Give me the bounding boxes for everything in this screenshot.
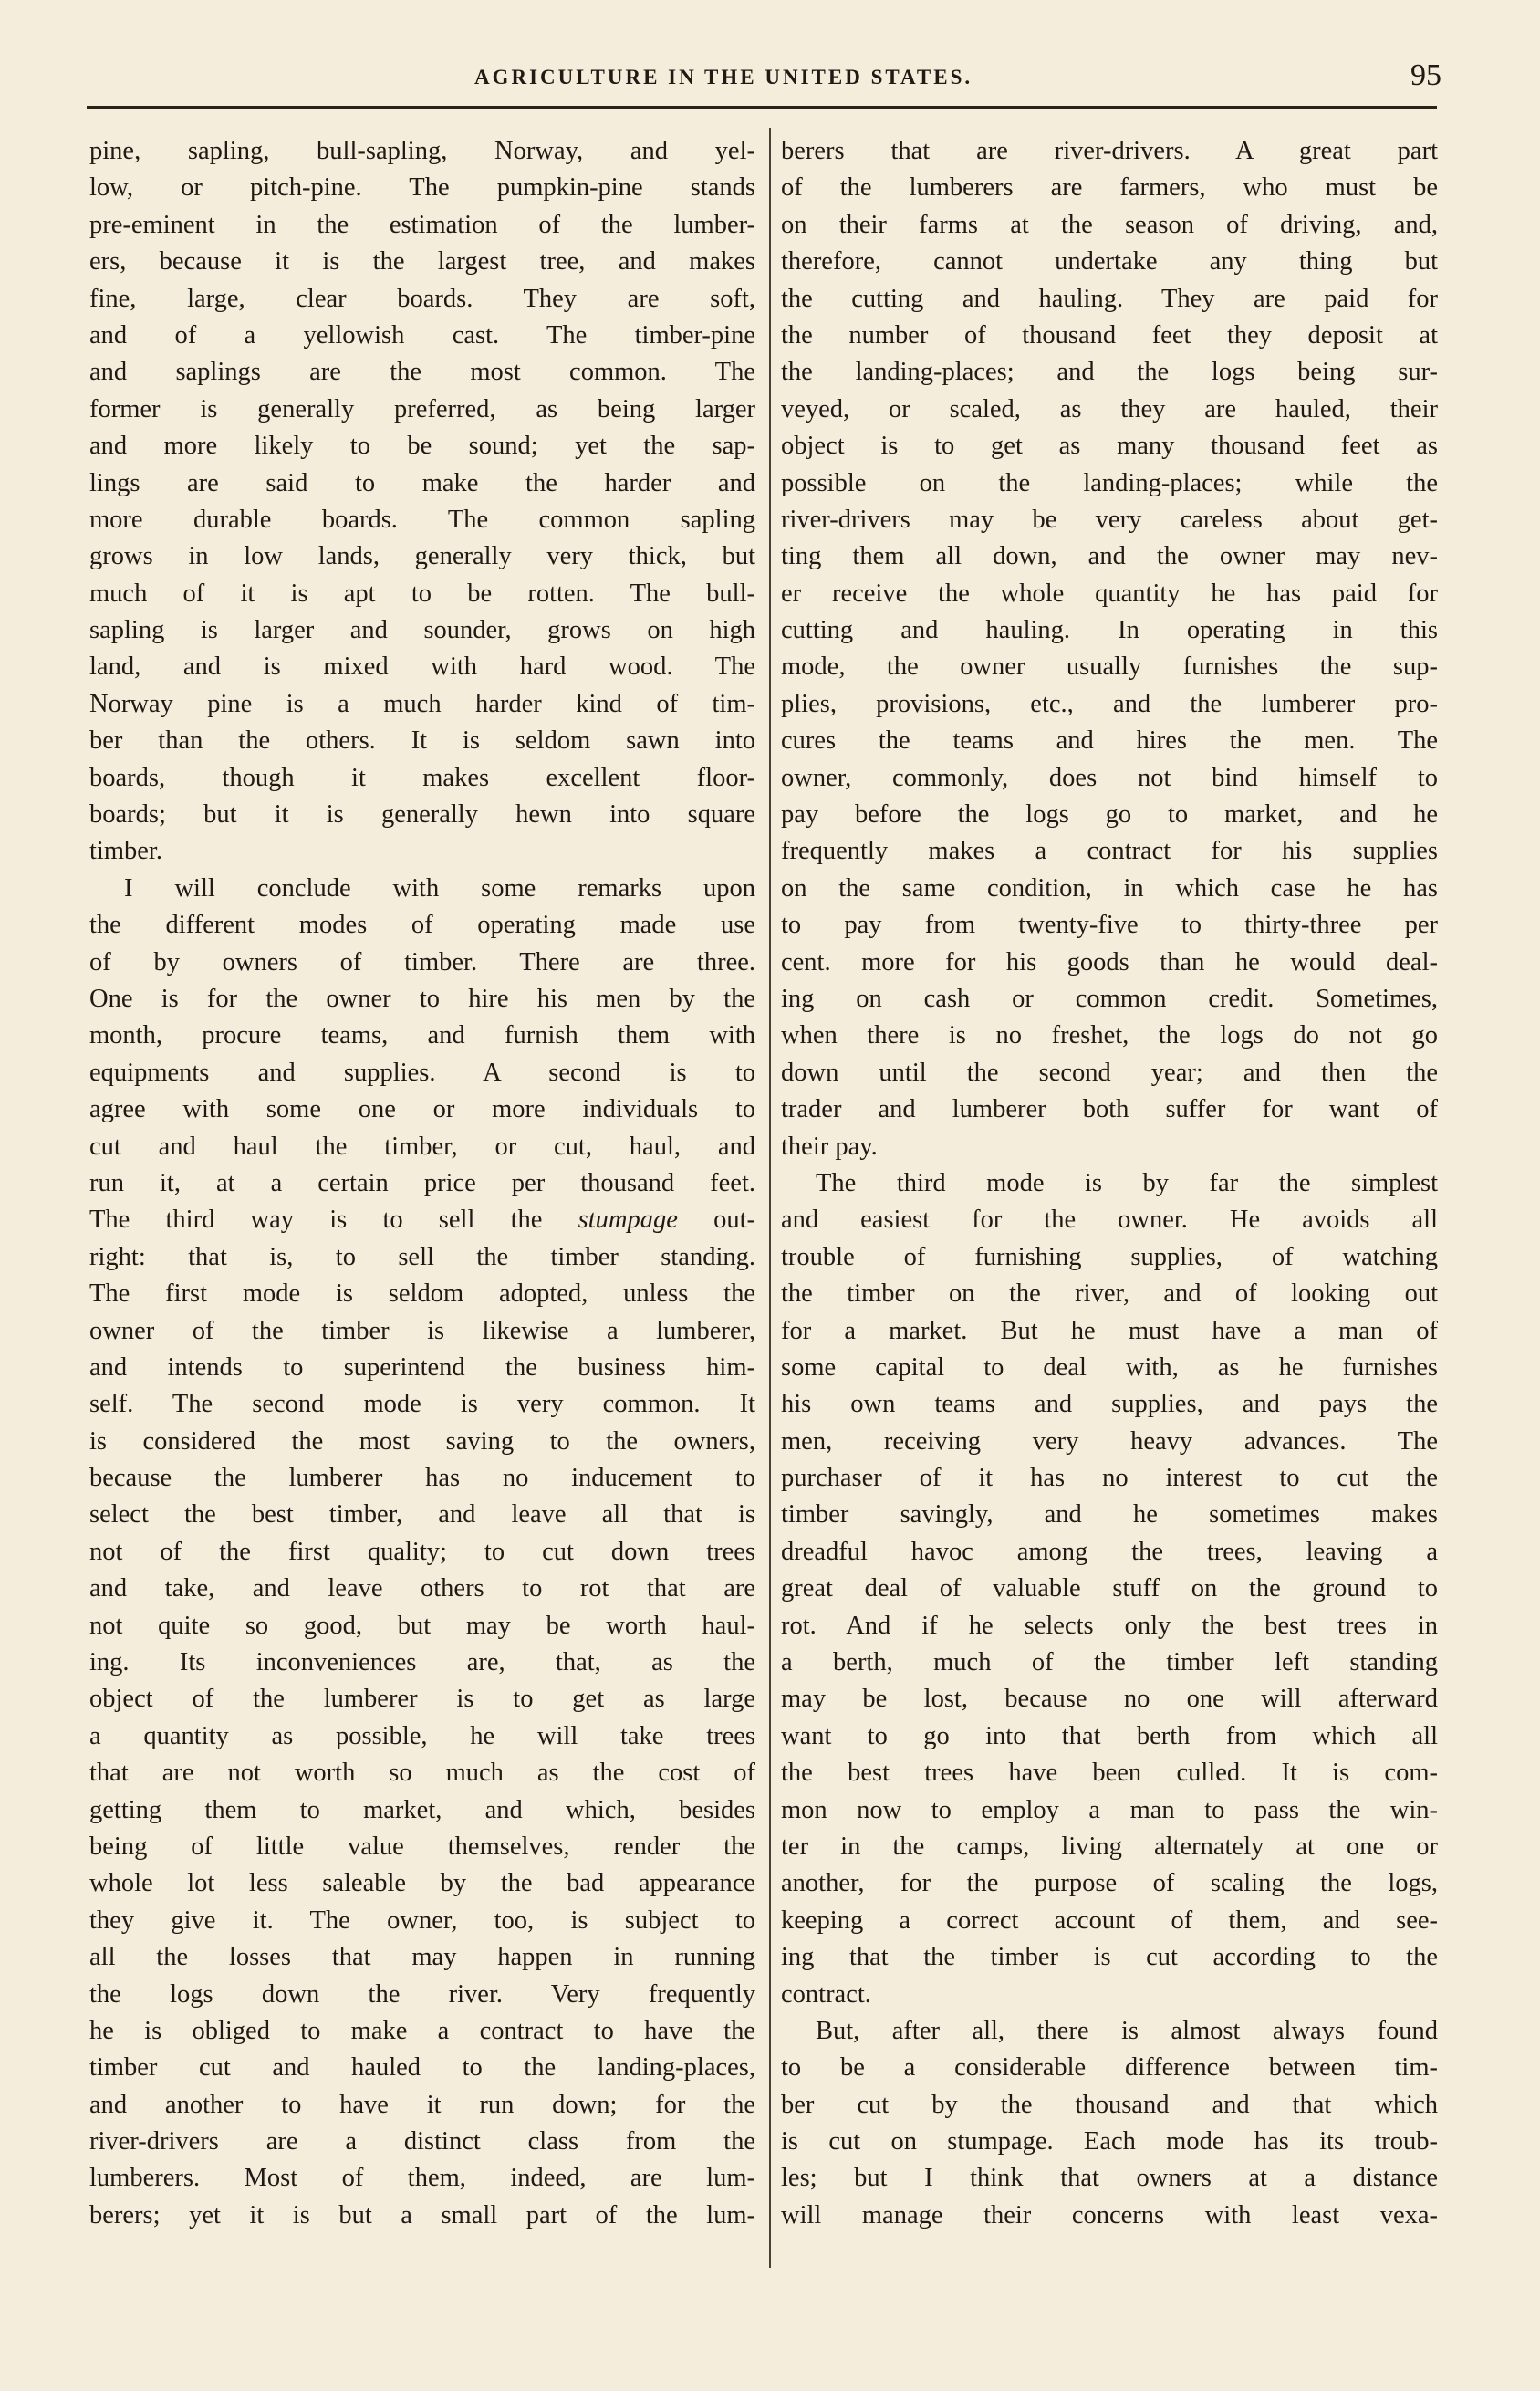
line-text: land, and is mixed with hard wood. The	[89, 653, 755, 682]
line-text: and more likely to be sound; yet the sap-	[89, 432, 755, 461]
text-line	[781, 833, 1438, 870]
text-line	[781, 1644, 1438, 1681]
line-text: trader and lumberer both suffer for want of	[781, 1095, 1438, 1124]
text-line	[89, 871, 755, 907]
running-header	[91, 58, 1441, 100]
line-text: fine, large, clear boards. They are soft,	[89, 284, 755, 313]
text-line	[781, 907, 1438, 944]
text-line	[89, 1681, 755, 1718]
line-text: object is to get as many thousand feet as	[781, 432, 1438, 461]
text-line	[781, 1977, 1438, 2013]
text-line	[781, 576, 1438, 612]
line-text: the timber on the river, and of looking out	[781, 1279, 1438, 1309]
text-line	[89, 945, 755, 981]
line-text: ter in the camps, living alternately at one or	[781, 1832, 1438, 1861]
line-text: his own teams and supplies, and pays the	[781, 1390, 1438, 1419]
text-line	[89, 244, 755, 280]
line-text: because the lumberer has no inducement to	[89, 1464, 755, 1493]
line-text: right: that is, to sell the timber standing.	[89, 1242, 755, 1271]
text-line	[781, 354, 1438, 391]
text-line	[781, 2198, 1438, 2234]
text-line	[89, 907, 755, 944]
text-line	[781, 1534, 1438, 1571]
line-text: run it, at a certain price per thousand feet.	[89, 1168, 755, 1197]
text-line	[89, 1055, 755, 1091]
text-line	[781, 1497, 1438, 1533]
line-text: cent. more for his goods than he would deal-	[781, 947, 1438, 976]
text-line	[781, 1165, 1438, 1202]
line-text: some capital to deal with, as he furnishes	[781, 1352, 1438, 1382]
line-text: pre-eminent in the estimation of the lumber-	[89, 210, 755, 239]
text-line	[89, 1276, 755, 1312]
italic-term: stumpage	[578, 1206, 678, 1235]
text-line	[781, 1829, 1438, 1865]
text-line	[781, 502, 1438, 538]
line-text: all the losses that may happen in running	[89, 1943, 755, 1972]
line-text: possible on the landing-places; while the	[781, 468, 1438, 497]
text-line	[89, 1977, 755, 2013]
text-line	[89, 207, 755, 244]
text-line	[781, 1276, 1438, 1312]
text-line	[89, 2160, 755, 2197]
line-text: men, receiving very heavy advances. The	[781, 1426, 1438, 1456]
line-text: The third mode is by far the simplest	[816, 1168, 1438, 1197]
line-text: berers that are river-drivers. A great part	[781, 137, 1438, 165]
line-text: dreadful havoc among the trees, leaving a	[781, 1537, 1438, 1566]
line-text: great deal of valuable stuff on the ground to	[781, 1574, 1438, 1603]
line-text: ing on cash or common credit. Sometimes,	[781, 984, 1438, 1013]
header-rule	[87, 106, 1437, 109]
text-line	[89, 1903, 755, 1939]
line-text: ing. Its inconveniences are, that, as the	[89, 1648, 755, 1677]
text-line	[89, 2087, 755, 2124]
text-line	[781, 1350, 1438, 1386]
line-text: Norway pine is a much harder kind of tim-	[89, 689, 755, 718]
text-line	[89, 2124, 755, 2160]
line-text: ing that the timber is cut according to the	[781, 1943, 1438, 1972]
line-text: their pay.	[781, 1132, 878, 1161]
text-line	[781, 1055, 1438, 1091]
line-text: lings are said to make the harder and	[89, 468, 755, 497]
text-line	[781, 2124, 1438, 2160]
text-line	[781, 1755, 1438, 1791]
line-text: cutting and hauling. In operating in this	[781, 616, 1438, 645]
text-line	[781, 133, 1438, 170]
line-text: when there is no freshet, the logs do not go	[781, 1021, 1438, 1050]
text-line	[89, 1129, 755, 1165]
text-line	[89, 797, 755, 833]
line-text: not of the first quality; to cut down trees	[89, 1537, 755, 1566]
line-text: month, procure teams, and furnish them with	[89, 1021, 755, 1050]
text-line	[781, 1313, 1438, 1350]
line-text: former is generally preferred, as being larger	[89, 394, 755, 423]
column-divider	[769, 128, 771, 2268]
line-text: grows in low lands, generally very thick, but	[89, 542, 755, 571]
text-line	[89, 1534, 755, 1571]
line-text: boards; but it is generally hewn into square	[89, 800, 755, 830]
line-text: a berth, much of the timber left standing	[781, 1648, 1438, 1677]
line-text: a quantity as possible, he will take trees	[89, 1721, 755, 1750]
text-line	[89, 281, 755, 318]
text-line	[781, 465, 1438, 502]
line-text: self. The second mode is very common. It	[89, 1390, 755, 1419]
text-line	[89, 1718, 755, 1755]
line-text: pay before the logs go to market, and he	[781, 800, 1438, 830]
text-line	[89, 1829, 755, 1865]
line-text: object of the lumberer is to get as large	[89, 1685, 755, 1714]
text-line	[781, 1608, 1438, 1644]
line-text: I will conclude with some remarks upon	[124, 873, 755, 903]
line-text: low, or pitch-pine. The pumpkin-pine stands	[89, 173, 755, 203]
text-line	[781, 2160, 1438, 2197]
line-text: getting them to market, and which, besides	[89, 1795, 755, 1824]
text-line	[781, 2013, 1438, 2050]
text-line	[89, 723, 755, 759]
text-line	[89, 2013, 755, 2050]
text-line	[89, 428, 755, 465]
text-line	[89, 170, 755, 206]
page-number: 95	[1410, 58, 1441, 92]
line-text-after: out-	[677, 1206, 755, 1235]
text-line	[781, 1460, 1438, 1497]
line-text: boards, though it makes excellent floor-	[89, 763, 755, 792]
line-text: more durable boards. The common sapling	[89, 505, 755, 534]
text-line	[781, 1202, 1438, 1238]
line-text: timber.	[89, 837, 162, 866]
text-line	[89, 1608, 755, 1644]
text-line	[89, 1460, 755, 1497]
line-text: and intends to superintend the business him-	[89, 1352, 755, 1382]
text-line	[781, 797, 1438, 833]
left-column	[89, 133, 755, 2234]
line-text: owner of the timber is likewise a lumberer,	[89, 1316, 755, 1345]
text-line	[89, 612, 755, 649]
text-line	[781, 1681, 1438, 1718]
line-text: he is obliged to make a contract to have the	[89, 2016, 755, 2045]
line-text: is cut on stumpage. Each mode has its troub-	[781, 2127, 1438, 2156]
text-line	[781, 1865, 1438, 1902]
text-line	[89, 686, 755, 723]
line-text: the cutting and hauling. They are paid for	[781, 284, 1438, 313]
line-text: want to go into that berth from which all	[781, 1721, 1438, 1750]
line-text: and saplings are the most common. The	[89, 358, 755, 387]
text-line	[89, 354, 755, 391]
line-text: agree with some one or more individuals to	[89, 1095, 755, 1124]
text-line	[89, 1313, 755, 1350]
line-text: select the best timber, and leave all that is	[89, 1500, 755, 1530]
text-line	[781, 945, 1438, 981]
text-line	[89, 392, 755, 428]
line-text: cut and haul the timber, or cut, haul, and	[89, 1132, 755, 1161]
text-line	[781, 981, 1438, 1018]
text-line	[781, 207, 1438, 244]
line-text: ber cut by the thousand and that which	[781, 2090, 1438, 2119]
text-line	[781, 1091, 1438, 1128]
line-text: whole lot less saleable by the bad appearance	[89, 1869, 755, 1898]
text-line	[781, 428, 1438, 465]
text-line	[89, 2050, 755, 2086]
text-line	[781, 538, 1438, 575]
line-text: veyed, or scaled, as they are hauled, their	[781, 394, 1438, 423]
line-text: rot. And if he selects only the best trees in	[781, 1611, 1438, 1640]
line-text: timber savingly, and he sometimes makes	[781, 1500, 1438, 1530]
text-line	[89, 465, 755, 502]
text-line	[781, 2050, 1438, 2086]
text-line	[89, 760, 755, 797]
text-line	[781, 1129, 1438, 1165]
text-line	[781, 2087, 1438, 2124]
line-text: sapling is larger and sounder, grows on high	[89, 616, 755, 645]
text-line	[781, 760, 1438, 797]
line-text: plies, provisions, etc., and the lumberer pro-	[781, 689, 1438, 718]
text-line	[781, 1903, 1438, 1939]
line-text: on their farms at the season of driving, and,	[781, 210, 1438, 239]
text-line	[89, 318, 755, 354]
line-text: owner, commonly, does not bind himself to	[781, 763, 1438, 792]
line-text: ber than the others. It is seldom sawn into	[89, 726, 755, 756]
line-text: the logs down the river. Very frequently	[89, 1979, 755, 2009]
line-text: trouble of furnishing supplies, of watching	[781, 1242, 1438, 1271]
text-line	[781, 1239, 1438, 1276]
text-line	[89, 1202, 755, 1238]
line-text: ers, because it is the largest tree, and makes	[89, 247, 755, 277]
line-text: and take, and leave others to rot that are	[89, 1574, 755, 1603]
line-text: mon now to employ a man to pass the win-	[781, 1795, 1438, 1824]
text-line	[89, 502, 755, 538]
line-text: may be lost, because no one will afterward	[781, 1685, 1438, 1714]
line-text: being of little value themselves, render the	[89, 1832, 755, 1861]
text-line	[781, 1018, 1438, 1054]
text-line	[89, 133, 755, 170]
line-text: and easiest for the owner. He avoids all	[781, 1206, 1438, 1235]
text-line	[89, 1350, 755, 1386]
line-text: not quite so good, but may be worth haul-	[89, 1611, 755, 1640]
right-column	[781, 133, 1438, 2234]
text-line	[89, 1865, 755, 1902]
line-text: contract.	[781, 1979, 871, 2009]
line-text: of the lumberers are farmers, who must be	[781, 173, 1438, 203]
line-text: timber cut and hauled to the landing-places,	[89, 2053, 755, 2083]
line-text: pine, sapling, bull-sapling, Norway, and yel-	[89, 137, 755, 165]
text-line	[781, 1939, 1438, 1976]
line-text: will manage their concerns with least vexa-	[781, 2200, 1438, 2229]
line-text: ting them all down, and the owner may nev-	[781, 542, 1438, 571]
text-line	[781, 1792, 1438, 1829]
text-line	[781, 612, 1438, 649]
line-text: the number of thousand feet they deposit at	[781, 320, 1438, 350]
line-text: river-drivers may be very careless about get-	[781, 505, 1438, 534]
text-line	[89, 1424, 755, 1460]
text-line	[89, 833, 755, 870]
line-text: of by owners of timber. There are three.	[89, 947, 755, 976]
text-line	[89, 981, 755, 1018]
line-text: that are not worth so much as the cost of	[89, 1759, 755, 1788]
line-text: much of it is apt to be rotten. The bull-	[89, 579, 755, 608]
line-text: the landing-places; and the logs being sur-	[781, 358, 1438, 387]
text-line	[781, 686, 1438, 723]
line-text: another, for the purpose of scaling the logs,	[781, 1869, 1438, 1898]
line-text: therefore, cannot undertake any thing but	[781, 247, 1438, 277]
line-text: purchaser of it has no interest to cut the	[781, 1464, 1438, 1493]
text-line	[89, 1091, 755, 1128]
line-text: frequently makes a contract for his supplies	[781, 837, 1438, 866]
line-text: One is for the owner to hire his men by the	[89, 984, 755, 1013]
running-title: AGRICULTURE IN THE UNITED STATES.	[474, 66, 973, 89]
text-line	[89, 1571, 755, 1607]
line-text: for a market. But he must have a man of	[781, 1316, 1438, 1345]
text-line	[781, 392, 1438, 428]
text-line	[781, 723, 1438, 759]
line-text: is considered the most saving to the owners,	[89, 1426, 755, 1456]
text-line	[781, 871, 1438, 907]
text-line	[89, 1644, 755, 1681]
text-line	[89, 1939, 755, 1976]
line-text: berers; yet it is but a small part of the lum-	[89, 2200, 755, 2229]
text-line	[89, 576, 755, 612]
line-text: and of a yellowish cast. The timber-pine	[89, 320, 755, 350]
text-line	[89, 1792, 755, 1829]
line-text: to pay from twenty-five to thirty-three per	[781, 911, 1438, 940]
text-line	[781, 281, 1438, 318]
line-text: to be a considerable difference between tim-	[781, 2053, 1438, 2083]
line-text: down until the second year; and then the	[781, 1058, 1438, 1087]
line-text: the different modes of operating made use	[89, 911, 755, 940]
line-text: on the same condition, in which case he has	[781, 873, 1438, 903]
line-text: The first mode is seldom adopted, unless the	[89, 1279, 755, 1309]
line-text: mode, the owner usually furnishes the sup-	[781, 653, 1438, 682]
text-line	[781, 1571, 1438, 1607]
line-text: cures the teams and hires the men. The	[781, 726, 1438, 756]
text-line	[89, 2198, 755, 2234]
line-text: lumberers. Most of them, indeed, are lum-	[89, 2164, 755, 2193]
line-text: equipments and supplies. A second is to	[89, 1058, 755, 1087]
line-text: er receive the whole quantity he has paid for	[781, 579, 1438, 608]
line-text: they give it. The owner, too, is subject to	[89, 1905, 755, 1935]
text-line	[781, 649, 1438, 685]
line-text: and another to have it run down; for the	[89, 2090, 755, 2119]
text-line	[781, 1424, 1438, 1460]
text-line	[89, 1018, 755, 1054]
line-text: les; but I think that owners at a distance	[781, 2164, 1438, 2193]
line-text: river-drivers are a distinct class from the	[89, 2127, 755, 2156]
text-line	[781, 170, 1438, 206]
text-line	[89, 1497, 755, 1533]
text-line	[89, 1755, 755, 1791]
text-line	[781, 1386, 1438, 1423]
line-text: But, after all, there is almost always found	[816, 2016, 1438, 2045]
line-text: The third way is to sell the	[89, 1206, 578, 1235]
line-text: the best trees have been culled. It is com-	[781, 1759, 1438, 1788]
text-line	[781, 244, 1438, 280]
text-line	[89, 1386, 755, 1423]
line-text: keeping a correct account of them, and see-	[781, 1905, 1438, 1935]
text-line	[89, 538, 755, 575]
text-line	[781, 318, 1438, 354]
text-line	[781, 1718, 1438, 1755]
text-line	[89, 649, 755, 685]
text-line	[89, 1165, 755, 1202]
text-line	[89, 1239, 755, 1276]
